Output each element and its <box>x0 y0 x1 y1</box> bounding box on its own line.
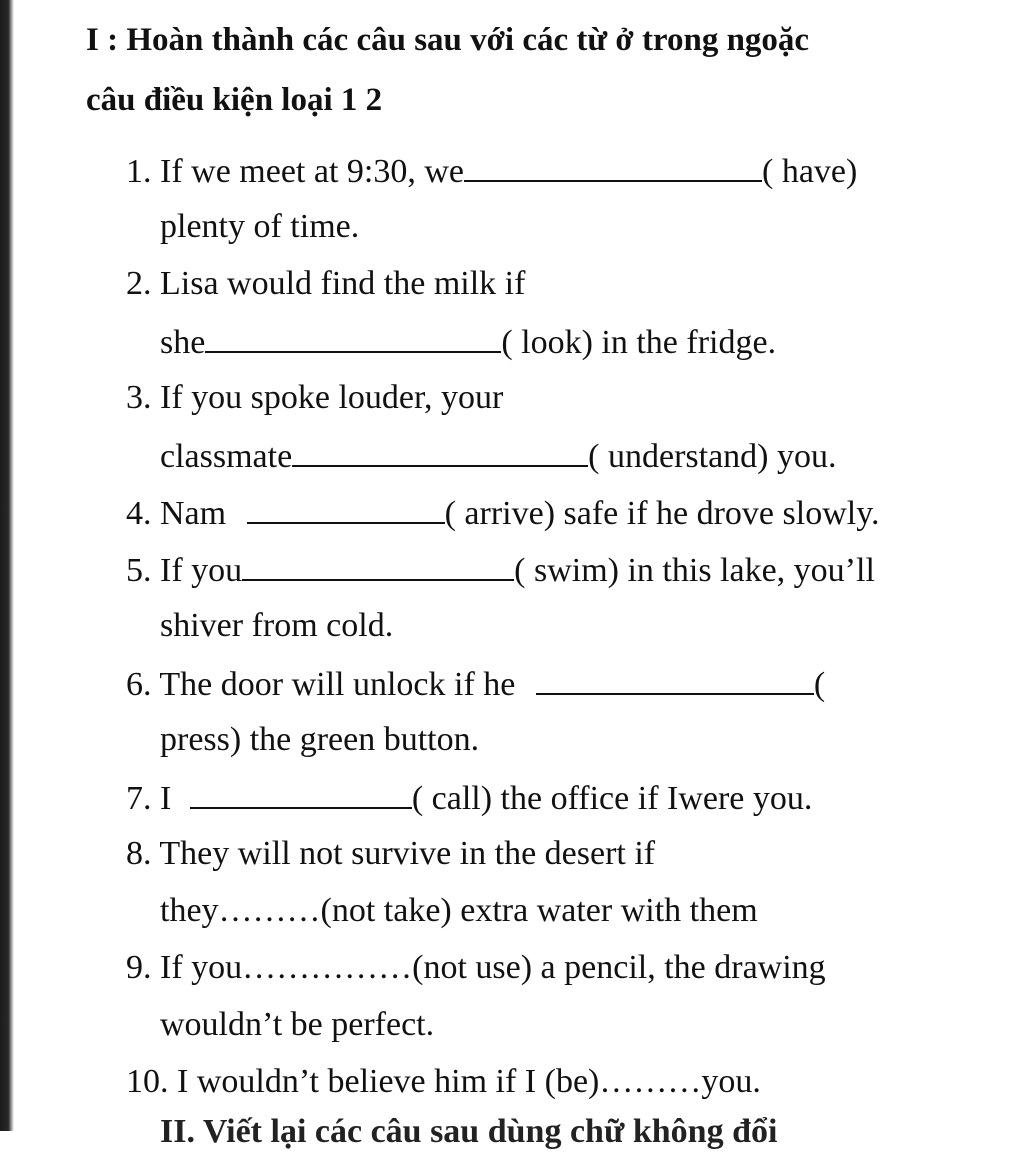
item-hint: ( <box>813 666 826 703</box>
item-5 <box>126 549 875 591</box>
next-section-heading: II. Viết lại các câu sau dùng chữ không đổi <box>160 1113 778 1150</box>
item-4 <box>126 492 880 534</box>
item-number: 2. <box>126 265 152 302</box>
item-text: If you……………(not use) a pencil, the drawing <box>160 949 826 986</box>
item-text: If we meet at 9:30, we <box>160 153 464 190</box>
item-hint: ( look) in the fridge. <box>501 324 777 361</box>
item-number: 1. <box>126 153 152 190</box>
item-10 <box>126 1062 761 1102</box>
item-text: classmate <box>160 438 293 475</box>
answer-blank-7[interactable] <box>190 777 412 809</box>
item-9-continued: wouldn’t be perfect. <box>160 1006 435 1043</box>
item-number: 4. <box>126 495 152 532</box>
item-2-continued <box>160 321 776 363</box>
item-8-continued: they………(not take) extra water with them <box>160 892 758 929</box>
answer-blank-4[interactable] <box>247 492 445 524</box>
page-edge-shadow <box>0 0 14 1131</box>
section-heading <box>86 10 986 130</box>
item-6-continued: press) the green button. <box>160 721 480 758</box>
item-8 <box>126 834 655 874</box>
item-text: If you <box>160 552 243 589</box>
item-7 <box>126 777 812 819</box>
item-number: 5. <box>126 552 152 589</box>
heading-line-2: câu điều kiện loại 1 2 <box>86 82 383 118</box>
answer-blank-6[interactable] <box>536 663 814 695</box>
item-1 <box>126 150 857 192</box>
item-text: Nam <box>160 495 227 532</box>
answer-blank-1[interactable] <box>464 150 762 182</box>
item-hint: ( call) the office if Iwere you. <box>411 780 813 817</box>
item-hint: ( understand) you. <box>588 438 837 475</box>
item-number: 7. <box>126 780 152 817</box>
item-text: The door will unlock if he <box>159 666 516 703</box>
item-text: I <box>160 780 172 817</box>
answer-blank-5[interactable] <box>242 549 514 581</box>
item-text: she <box>160 324 206 361</box>
item-6 <box>126 663 825 705</box>
item-text: I wouldn’t believe him if I (be)………you. <box>177 1063 761 1100</box>
heading-line-1: I : Hoàn thành các câu sau với các từ ở trong ngoặc <box>86 22 810 58</box>
item-2 <box>126 264 525 304</box>
item-text: They will not survive in the desert if <box>159 835 656 872</box>
item-number: 8. <box>126 835 152 872</box>
answer-blank-2[interactable] <box>205 321 501 353</box>
item-text: Lisa would find the milk if <box>160 265 526 302</box>
item-text: If you spoke louder, your <box>160 379 504 416</box>
item-hint: ( swim) in this lake, you’ll <box>514 552 875 589</box>
item-number: 3. <box>126 379 152 416</box>
item-1-continued: plenty of time. <box>160 208 360 245</box>
item-number: 6. <box>126 666 152 703</box>
item-hint: ( arrive) safe if he drove slowly. <box>444 495 880 532</box>
item-number: 9. <box>126 949 152 986</box>
item-number: 10. <box>126 1063 169 1100</box>
item-hint: ( have) <box>762 153 858 190</box>
item-3-continued <box>160 435 837 477</box>
answer-blank-3[interactable] <box>292 435 588 467</box>
item-9 <box>126 948 826 988</box>
item-5-continued: shiver from cold. <box>160 607 394 644</box>
item-3 <box>126 378 503 418</box>
